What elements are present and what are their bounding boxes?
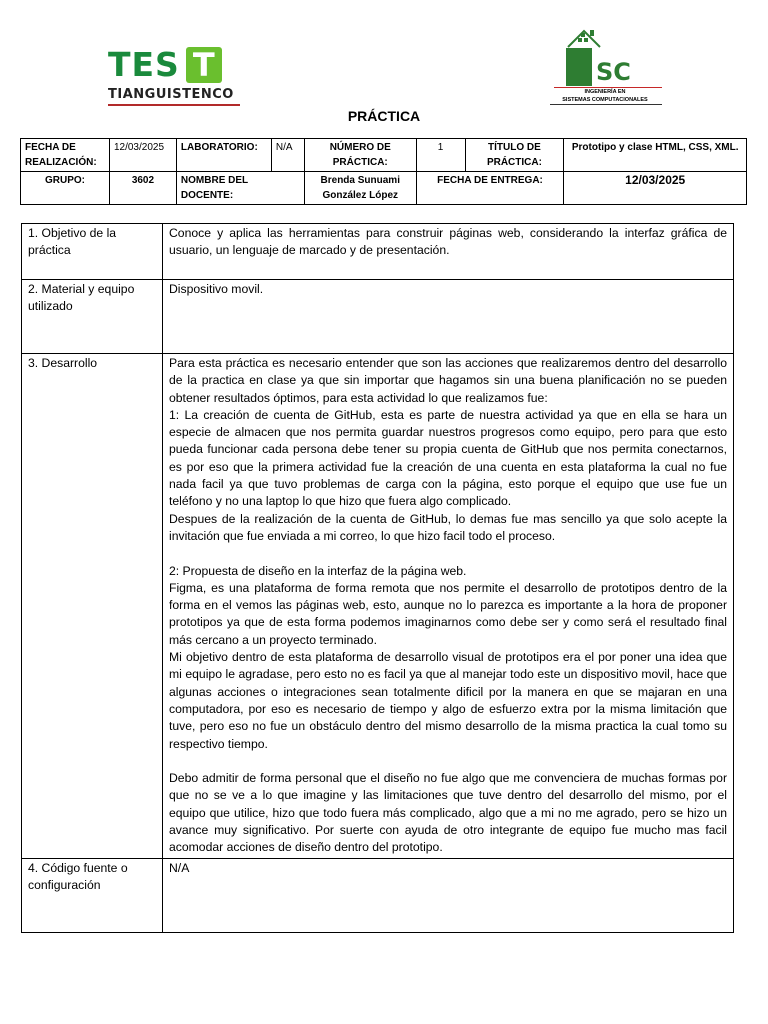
titulo-practica-label: TÍTULO DE PRÁCTICA: — [465, 139, 564, 172]
numero-practica-value: 1 — [416, 139, 465, 172]
page-title: PRÁCTICA — [347, 108, 421, 124]
tes-logo-box-letter: T — [186, 47, 222, 83]
laboratorio-value: N/A — [271, 139, 304, 172]
desarrollo-paragraph: Para esta práctica es necesario entender que son las acciones que realizaremos dentro del desarrollo de la practica en clase ya que sin importar que hagamos sin una buena planificación no se pueden obtener resultados óptimos, para esta actividad lo que realizamos fue: — [169, 356, 727, 405]
desarrollo-text — [163, 354, 734, 859]
tes-logo-subtitle: TIANGUISTENCO — [108, 87, 234, 102]
titulo-practica-value: Prototipo y clase HTML, CSS, XML. — [564, 139, 747, 172]
grupo-value: 3602 — [109, 172, 176, 205]
isc-house-icon — [566, 28, 602, 48]
practice-info-table — [20, 138, 747, 205]
desarrollo-row — [22, 354, 734, 859]
tes-logo-letters: TES — [108, 45, 180, 84]
objetivo-label: 1. Objetivo de la práctica — [22, 224, 163, 280]
isc-logo-letters: SC — [596, 58, 631, 86]
info-row-2 — [21, 172, 747, 205]
desarrollo-paragraph: 2: Propuesta de diseño en la interfaz de la página web. — [169, 563, 467, 578]
desarrollo-paragraph: Mi objetivo dentro de esta plataforma de desarrollo visual de prototipos era el por poner una idea que mi equipo le agradase, pero esto no es facil ya que al manejar todo este un dispositivo movil, hace que algunas acciones o integraciones sean totalmente dificil por la manera en que se majaran en una computadora, por eso es necesario de tiempo y algo de esfuerzo extra por la misma limitación que tuve, pero eso no fue un obstáculo dentro del mismo desarrollo de la misma practica la cual tomo su respectivo tiempo. — [169, 650, 727, 751]
isc-logo — [546, 28, 664, 108]
material-label: 2. Material y equipo utilizado — [22, 280, 163, 354]
isc-logo-line1: INGENIERÍA EN — [584, 89, 626, 95]
docente-label: NOMBRE DEL DOCENTE: — [176, 172, 304, 205]
info-row-1 — [21, 139, 747, 172]
material-row — [22, 280, 734, 354]
desarrollo-paragraph: Debo admitir de forma personal que el diseño no fue algo que me convenciera de muchas formas por que no se ve a lo que imagine y las limitaciones que tuve dentro del desarrollo del mismo, por el equipo que utilice, hizo que todo fuera más complicado, algo que a mi no me agrado, pero se hizo un avance muy significativo. Por suerte con ayuda de otro integrante de equipo fue mucho mas facil acomodar acciones de diseño dentro del prototipo. — [169, 771, 727, 855]
fecha-entrega-label: FECHA DE ENTREGA: — [416, 172, 564, 205]
objetivo-text: Conoce y aplica las herramientas para construir páginas web, considerando la interfaz gráfica de usuario, un lenguaje de marcado y de presentación. — [163, 224, 734, 280]
fecha-realizacion-label: FECHA DE REALIZACIÓN: — [21, 139, 110, 172]
isc-logo-line2: SISTEMAS COMPUTACIONALES — [562, 97, 648, 103]
codigo-row — [22, 858, 734, 932]
desarrollo-spacer — [169, 545, 727, 562]
practice-content-table — [21, 223, 734, 933]
tes-tianguistenco-logo — [108, 46, 248, 108]
codigo-text: N/A — [163, 858, 734, 932]
tes-logo-underline — [108, 104, 240, 106]
docente-value: Brenda Sunuami González López — [304, 172, 416, 205]
numero-practica-label: NÚMERO DE PRÁCTICA: — [304, 139, 416, 172]
desarrollo-label: 3. Desarrollo — [22, 354, 163, 859]
desarrollo-paragraph: 1: La creación de cuenta de GitHub, esta es parte de nuestra actividad ya que en ella se hara un especie de almacen que nos permita guardar nuestros progresos como equipo, pero para que esto pueda funcionar cada persona debe tener su propia cuenta de GitHub que nos permita conectarnos, es por eso que la primera actividad fue la creación de una cuenta en esta plataforma la cual no fue nada facil ya que tuvo problemas de carga con la página, esto porque el equipo que use fue un teléfono y no una laptop lo que hizo que fuera algo complicado. — [169, 407, 727, 509]
fecha-realizacion-value: 12/03/2025 — [109, 139, 176, 172]
fecha-entrega-value: 12/03/2025 — [564, 172, 747, 205]
desarrollo-paragraph: Figma, es una plataforma de forma remota que nos permite el desarrollo de prototipos dentro de la forma en el vemos las páginas web, esto, aunque no lo parezca es importante a la hora de proponer prototipos ya que de esta forma podemos imaginarnos como debe ser y como será el resultado final más cercano a un proyecto terminado. — [169, 580, 727, 647]
isc-logo-bottom-line — [550, 104, 662, 105]
isc-logo-i-block — [566, 48, 592, 86]
codigo-label: 4. Código fuente o configuración — [22, 858, 163, 932]
desarrollo-paragraph: Despues de la realización de la cuenta de GitHub, lo demas fue mas sencillo ya que solo acepte la invitación que fue enviada a mi correo, lo que hizo facil todo el proceso. — [169, 511, 727, 543]
desarrollo-spacer — [169, 753, 727, 770]
grupo-label: GRUPO: — [21, 172, 110, 205]
objetivo-row — [22, 224, 734, 280]
laboratorio-label: LABORATORIO: — [176, 139, 271, 172]
material-text: Dispositivo movil. — [163, 280, 734, 354]
